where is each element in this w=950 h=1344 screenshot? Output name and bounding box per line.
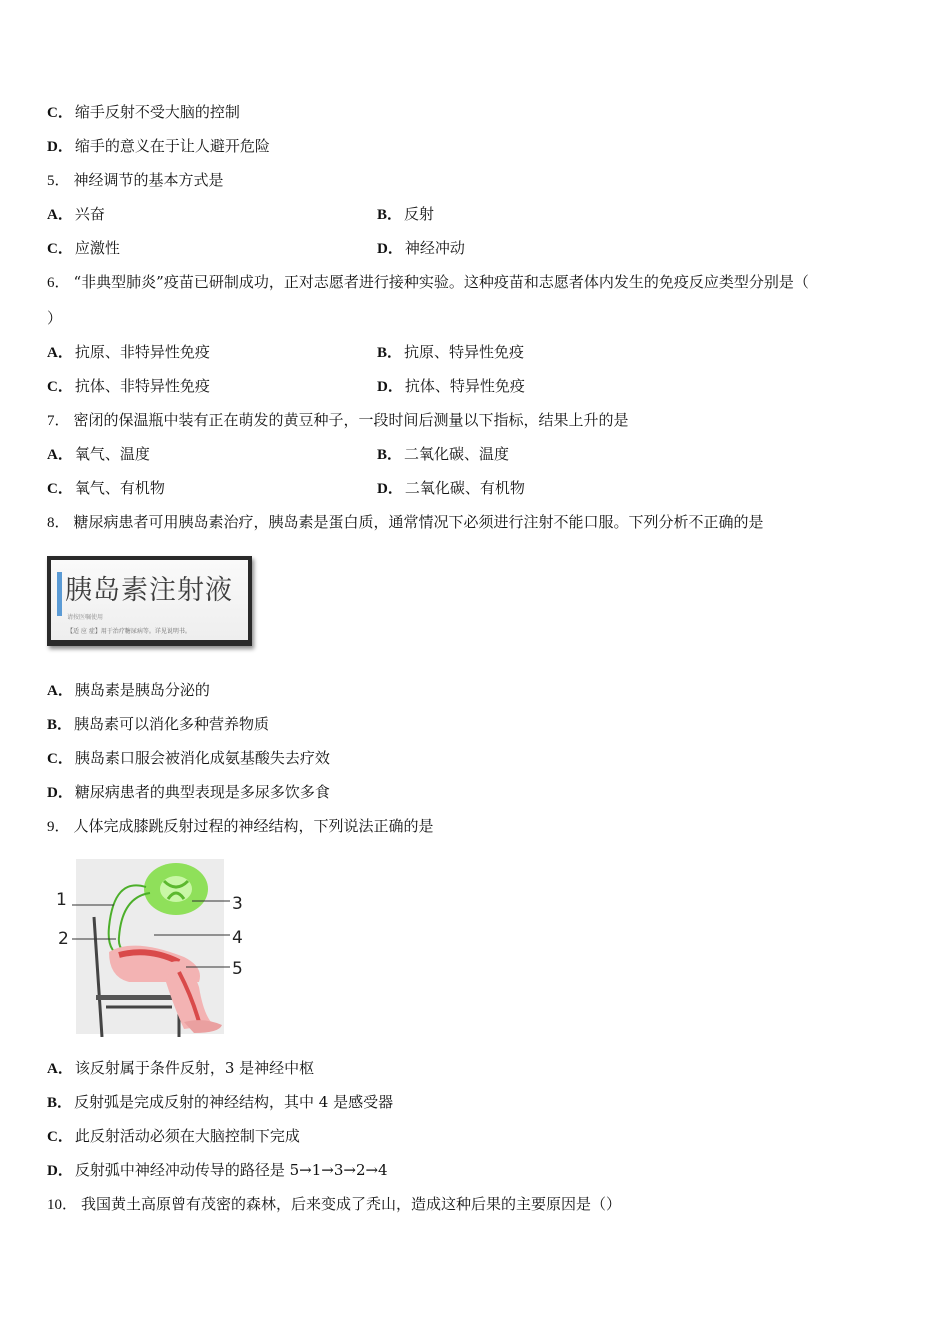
knee-reflex-illustration — [54, 857, 254, 1037]
q8-option-a: A． 胰岛素是胰岛分泌的 — [47, 681, 210, 699]
q9-option-b: B． 反射弧是完成反射的神经结构，其中 4 是感受器 — [47, 1093, 394, 1111]
diagram-label-3: 3 — [232, 894, 243, 914]
q8-option-d: D． 糖尿病患者的典型表现是多尿多饮多食 — [47, 783, 330, 801]
q9-option-d: D． 反射弧中神经冲动传导的路径是 5→1→3→2→4 — [47, 1161, 388, 1179]
q6-option-a: A． 抗原、非特异性免疫 — [47, 343, 210, 361]
q5-option-c: C． 应激性 — [47, 239, 120, 257]
q4-option-d: D． 缩手的意义在于让人避开危险 — [47, 137, 270, 155]
insulin-accent-bar — [57, 572, 62, 616]
diagram-label-1: 1 — [56, 890, 67, 910]
insulin-label-panel — [51, 560, 248, 640]
diagram-label-5: 5 — [232, 959, 243, 979]
q4-option-c: C． 缩手反射不受大脑的控制 — [47, 103, 240, 121]
q8-stem: 8． 糖尿病患者可用胰岛素治疗，胰岛素是蛋白质，通常情况下必须进行注射不能口服。下列分析不正确的是 — [47, 513, 764, 531]
insulin-title: 胰岛素注射液 — [65, 575, 233, 606]
insulin-label-image — [47, 556, 252, 646]
q7-stem: 7． 密闭的保温瓶中装有正在萌发的黄豆种子，一段时间后测量以下指标，结果上升的是 — [47, 411, 629, 429]
q6-stem-cont: ） — [47, 309, 63, 327]
q7-option-c: C． 氧气、有机物 — [47, 479, 165, 497]
q9-option-a: A． 该反射属于条件反射，3 是神经中枢 — [47, 1059, 315, 1077]
q9-stem: 9． 人体完成膝跳反射过程的神经结构，下列说法正确的是 — [47, 817, 434, 835]
q6-stem: 6． “非典型肺炎”疫苗已研制成功，正对志愿者进行接种实验。这种疫苗和志愿者体内发生的免疫反应类型分别是（ — [47, 273, 809, 291]
q7-option-a: A． 氧气、温度 — [47, 445, 150, 463]
q10-stem: 10． 我国黄土高原曾有茂密的森林，后来变成了秃山，造成这种后果的主要原因是（） — [47, 1195, 622, 1213]
q5-option-d: D． 神经冲动 — [377, 239, 465, 257]
q6-option-c: C． 抗体、非特异性免疫 — [47, 377, 210, 395]
diagram-label-4: 4 — [232, 928, 243, 948]
q9-option-c: C． 此反射活动必须在大脑控制下完成 — [47, 1127, 300, 1145]
q6-option-b: B． 抗原、特异性免疫 — [377, 343, 525, 361]
q5-stem: 5． 神经调节的基本方式是 — [47, 171, 224, 189]
q8-option-c: C． 胰岛素口服会被消化成氨基酸失去疗效 — [47, 749, 330, 767]
diagram-label-2: 2 — [58, 929, 69, 949]
insulin-note: 【适 应 症】用于治疗糖尿病等。详见说明书。 — [67, 628, 191, 635]
q8-option-b: B． 胰岛素可以消化多种营养物质 — [47, 715, 270, 733]
q7-option-b: B． 二氧化碳、温度 — [377, 445, 510, 463]
q5-option-a: A． 兴奋 — [47, 205, 105, 223]
insulin-subtitle: 请按医嘱使用 — [67, 614, 104, 621]
q7-option-d: D． 二氧化碳、有机物 — [377, 479, 525, 497]
knee-reflex-diagram — [54, 857, 254, 1037]
q5-option-b: B． 反射 — [377, 205, 435, 223]
q6-option-d: D． 抗体、特异性免疫 — [377, 377, 525, 395]
